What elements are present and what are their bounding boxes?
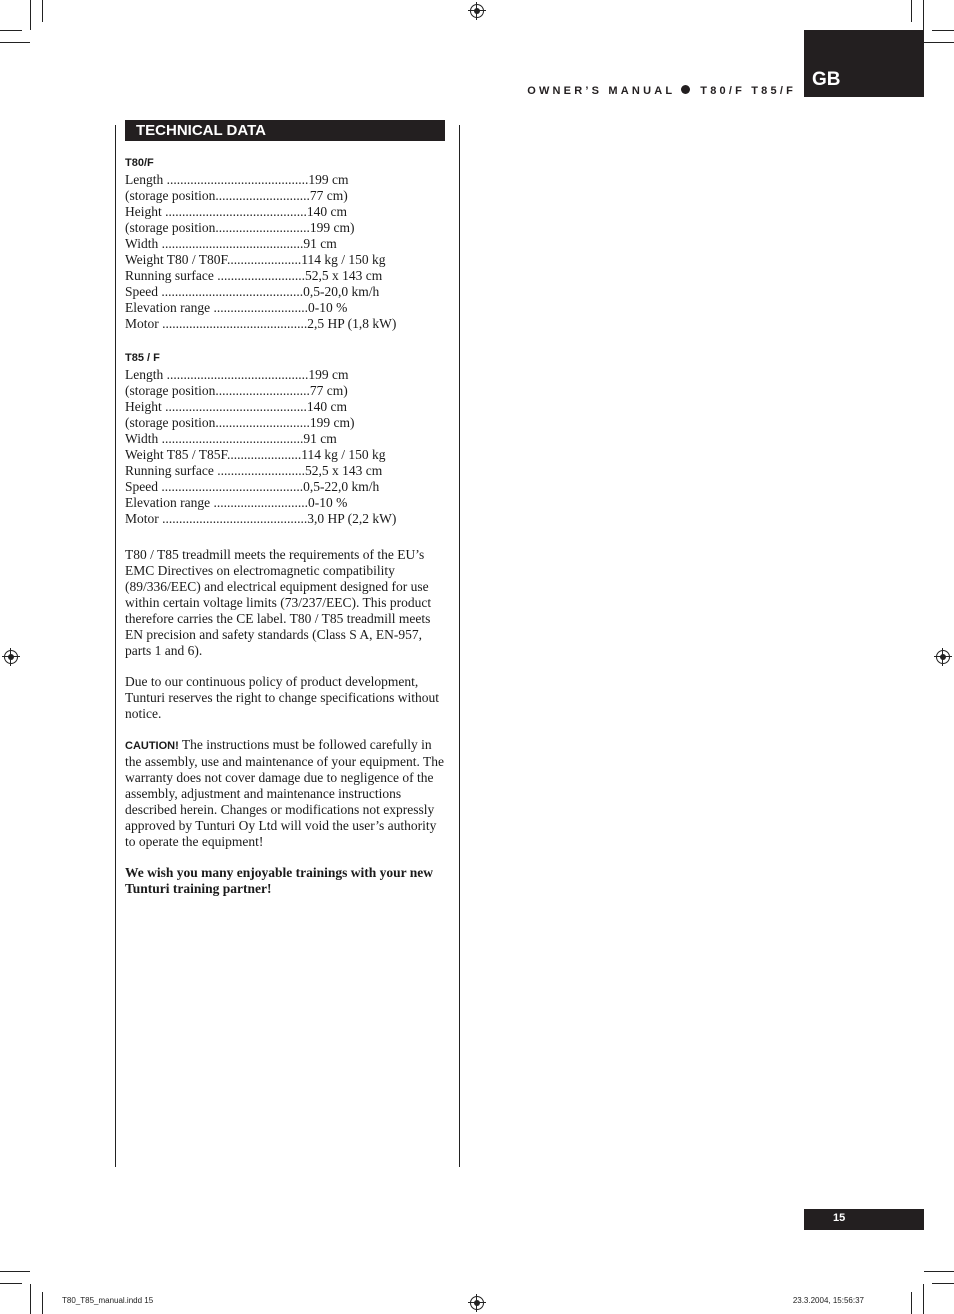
crop-mark — [923, 1284, 924, 1314]
registration-mark-icon — [470, 1296, 484, 1310]
spec-line: Elevation range ............................0-10 % — [125, 495, 348, 510]
spec-list-t85 — [125, 367, 445, 527]
crop-mark — [911, 0, 912, 22]
registration-mark-icon — [470, 4, 484, 18]
registration-mark-icon — [936, 650, 950, 664]
crop-mark — [42, 1292, 43, 1314]
section-title: TECHNICAL DATA — [125, 120, 445, 141]
bullet-icon — [681, 85, 690, 94]
language-tab — [804, 30, 924, 97]
manual-label: OWNER’S MANUAL — [527, 85, 676, 97]
model-heading-t85: T85 / F — [125, 352, 160, 364]
crop-mark — [0, 30, 22, 31]
column-rule-right — [459, 125, 460, 1167]
crop-mark — [0, 1271, 30, 1272]
crop-mark — [924, 1271, 954, 1272]
crop-mark — [0, 1283, 22, 1284]
column-rule-left — [115, 125, 116, 1167]
spec-line: Length ..........................................199 cm — [125, 172, 349, 187]
crop-mark — [932, 1283, 954, 1284]
registration-mark-icon — [4, 650, 18, 664]
file-slug: T80_T85_manual.indd 15 — [62, 1296, 154, 1305]
spec-line: Running surface ..........................52,5 x 143 cm — [125, 268, 383, 283]
crop-mark — [30, 1284, 31, 1314]
spec-block-t85 — [125, 352, 445, 527]
page-number: 15 — [833, 1212, 846, 1224]
spec-block-t80 — [125, 157, 445, 332]
spec-line: (storage position............................199 cm) — [125, 220, 355, 235]
crop-mark — [924, 42, 954, 43]
crop-mark — [42, 0, 43, 22]
caution-paragraph — [125, 737, 445, 850]
caution-text: The instructions must be followed carefully in the assembly, use and maintenance of your equipment. The warranty does not cover damage due to negligence of the assembly, adjustment and maintenance instructions described herein. Changes or modifications not expressly approved by Tunturi Oy Ltd will void the user’s authority to operate the equipment! — [125, 737, 445, 849]
spec-line: Width ..........................................91 cm — [125, 431, 337, 446]
spec-line: (storage position............................77 cm) — [125, 383, 348, 398]
emc-paragraph: T80 / T85 treadmill meets the requirements of the EU’s EMC Directives on electromagnetic compatibility (89/336/EEC) and electrical equipment designed for use within certain voltage limits (73/237/EEC). This product therefore carries the CE label. T80 / T85 treadmill meets EN precision and safety standards (Class S A, EN-957, parts 1 and 6). — [125, 547, 432, 658]
policy-paragraph: Due to our continuous policy of product development, Tunturi reserves the right to change specifications without notice. — [125, 674, 440, 721]
spec-line: Elevation range ............................0-10 % — [125, 300, 348, 315]
model-heading-t80: T80/F — [125, 157, 154, 169]
spec-line: Weight T85 / T85F......................114 kg / 150 kg — [125, 447, 386, 462]
crop-mark — [0, 42, 30, 43]
spec-line: Width ..........................................91 cm — [125, 236, 337, 251]
spec-line: Height ..........................................140 cm — [125, 204, 347, 219]
models-label: T80/F T85/F — [700, 85, 796, 97]
crop-mark — [911, 1292, 912, 1314]
timestamp-slug: 23.3.2004, 15:56:37 — [792, 1296, 864, 1305]
spec-line: (storage position............................199 cm) — [125, 415, 355, 430]
spec-line: Speed ..........................................0,5-22,0 km/h — [125, 479, 380, 494]
spec-line: Speed ..........................................0,5-20,0 km/h — [125, 284, 380, 299]
technical-data-column — [125, 120, 445, 912]
language-tab-label: GB — [812, 69, 841, 90]
crop-mark — [30, 0, 31, 30]
running-header — [527, 85, 796, 97]
spec-list-t80 — [125, 172, 445, 332]
spec-line: Weight T80 / T80F......................114 kg / 150 kg — [125, 252, 386, 267]
spec-line: Motor ...........................................2,5 HP (1,8 kW) — [125, 316, 397, 331]
spec-line: Length ..........................................199 cm — [125, 367, 349, 382]
spec-line: Running surface ..........................52,5 x 143 cm — [125, 463, 383, 478]
spec-line: (storage position............................77 cm) — [125, 188, 348, 203]
closing-paragraph: We wish you many enjoyable trainings with your new Tunturi training partner! — [125, 865, 434, 896]
caution-label: CAUTION! — [125, 740, 179, 752]
crop-mark — [932, 30, 954, 31]
page-number-tab — [804, 1209, 924, 1230]
crop-mark — [923, 0, 924, 30]
spec-line: Height ..........................................140 cm — [125, 399, 347, 414]
spec-line: Motor ...........................................3,0 HP (2,2 kW) — [125, 511, 397, 526]
